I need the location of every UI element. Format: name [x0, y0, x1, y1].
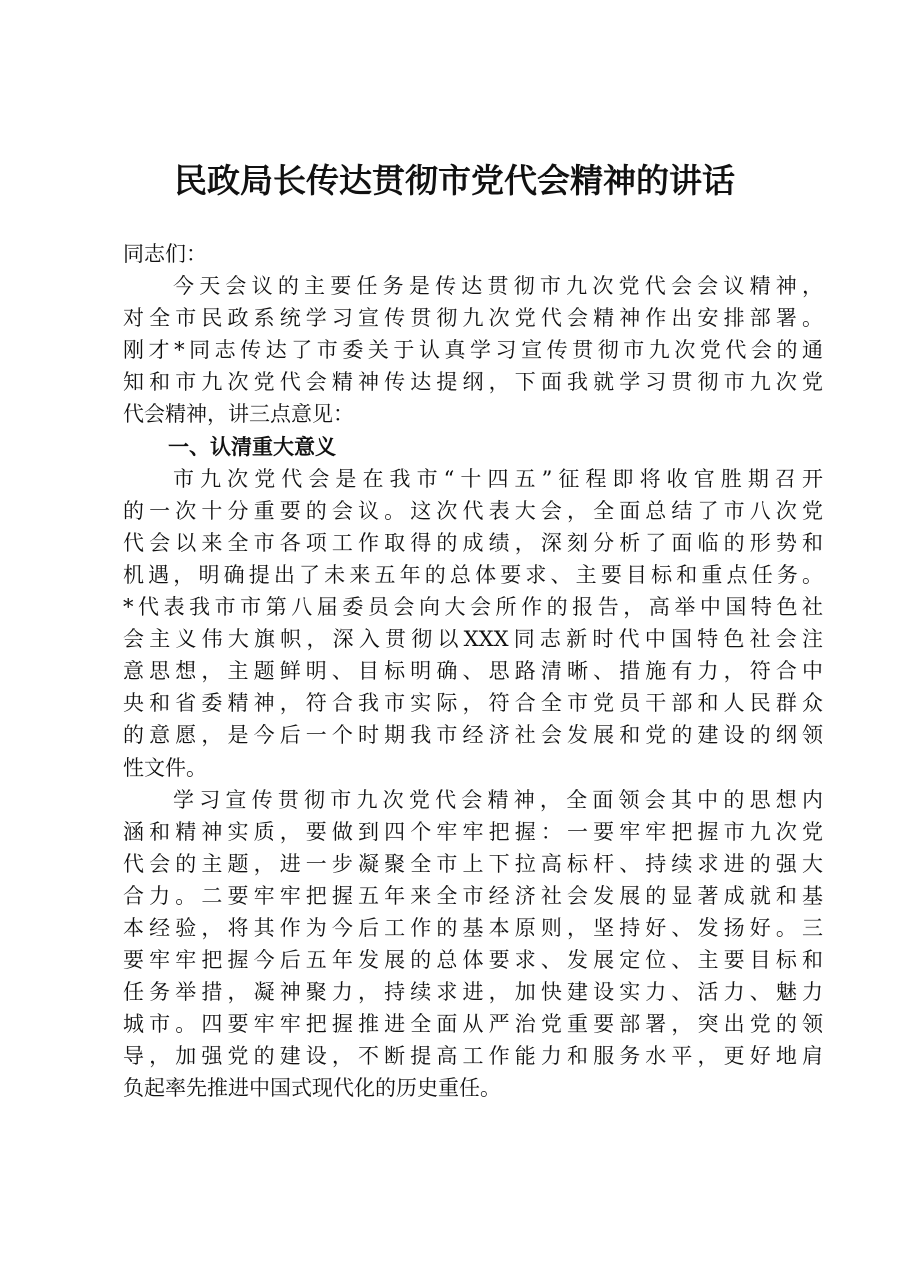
paragraph-line: 央和省委精神，符合我市实际，符合全市党员干部和人民群众: [123, 691, 823, 716]
paragraph-line: 的一次十分重要的会议。这次代表大会，全面总结了市八次党: [123, 498, 823, 523]
paragraph-line: 代会的主题，进一步凝聚全市上下拉高标杆、持续求进的强大: [123, 851, 823, 876]
paragraph-line: 学习宣传贯彻市九次党代会精神，全面领会其中的思想内: [173, 787, 823, 812]
paragraph-line: 市九次党代会是在我市“十四五”征程即将收官胜期召开: [173, 466, 823, 491]
paragraph-line: 机遇，明确提出了未来五年的总体要求、主要目标和重点任务。: [123, 562, 823, 587]
paragraph-line: 涵和精神实质，要做到四个牢牢把握：一要牢牢把握市九次党: [123, 819, 823, 844]
paragraph-line: 的意愿，是今后一个时期我市经济社会发展和党的建设的纲领: [123, 723, 823, 748]
paragraph-line: 会主义伟大旗帜，深入贯彻以XXX同志新时代中国特色社会注: [123, 627, 823, 652]
paragraph-line: 导，加强党的建设，不断提高工作能力和服务水平，更好地肩: [123, 1044, 823, 1069]
paragraph-line: 要牢牢把握今后五年发展的总体要求、发展定位、主要目标和: [123, 948, 823, 973]
paragraph-line: 性文件。: [123, 755, 207, 780]
paragraph-line: 本经验，将其作为今后工作的基本原则，坚持好、发扬好。三: [123, 915, 823, 940]
document-body: [123, 238, 823, 1105]
paragraph-line: 今天会议的主要任务是传达贯彻市九次党代会会议精神，: [173, 274, 823, 299]
paragraph-line: 城市。四要牢牢把握推进全面从严治党重要部署，突出党的领: [123, 1012, 823, 1037]
document-title: 民政局长传达贯彻市党代会精神的讲话: [174, 161, 735, 200]
paragraph-line: 代会以来全市各项工作取得的成绩，深刻分析了面临的形势和: [123, 530, 823, 555]
salutation-line: 同志们：: [123, 242, 207, 266]
paragraph-line: 任务举措，凝神聚力，持续求进，加快建设实力、活力、魅力: [123, 980, 823, 1005]
paragraph-line: 意思想，主题鲜明、目标明确、思路清晰、措施有力，符合中: [123, 659, 823, 684]
section-heading: 一、认清重大意义: [168, 434, 336, 459]
paragraph-line: 合力。二要牢牢把握五年来全市经济社会发展的显著成就和基: [123, 883, 823, 908]
paragraph-line: *代表我市市第八届委员会向大会所作的报告，高举中国特色社: [123, 595, 823, 620]
paragraph-line: 知和市九次党代会精神传达提纲，下面我就学习贯彻市九次党: [123, 370, 823, 395]
paragraph-line: 对全市民政系统学习宣传贯彻九次党代会精神作出安排部署。: [123, 306, 823, 331]
paragraph-line: 负起率先推进中国式现代化的历史重任。: [123, 1076, 501, 1101]
paragraph-line: 代会精神，讲三点意见：: [123, 402, 354, 427]
paragraph-line: 刚才*同志传达了市委关于认真学习宣传贯彻市九次党代会的通: [123, 338, 823, 363]
